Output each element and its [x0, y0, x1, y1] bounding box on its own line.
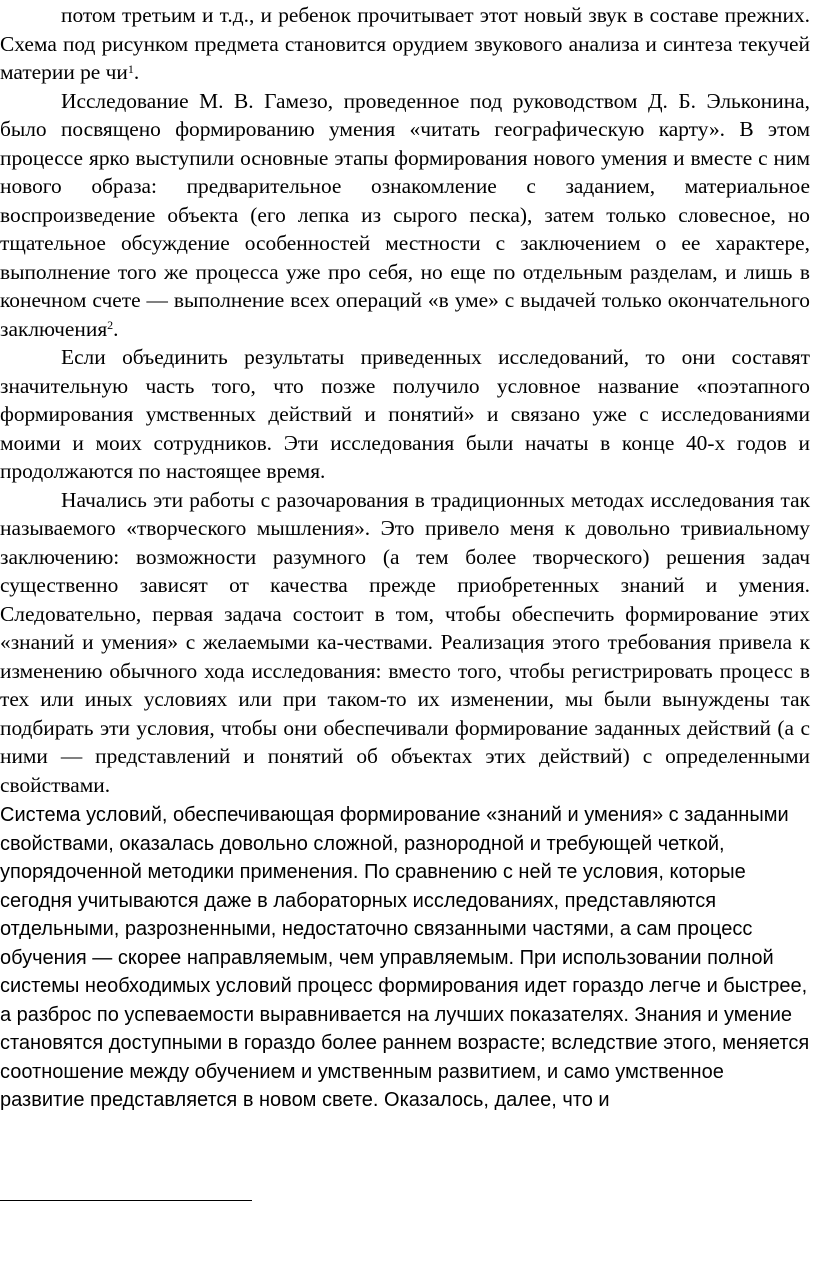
- paragraph-5-text: Система условий, обеспечивающая формирование «знаний и умения» с заданными свойствами, оказалась довольно сложной, разнородной и требующей четкой, упорядоченной методики применения. По сравнению с ней те условия, которые сегодня учитываются даже в лабораторных исследованиях, представляются отдельными, разрозненными, недостаточно связанными частями, а сам процесс обучения — скорее направляемым, чем управляемым. При использовании полной системы необходимых условий процесс формирования идет гораздо легче и быстрее, а разброс по успеваемости выравнивается на лучших показателях. Знания и умение становятся доступными в гораздо более раннем возрасте; вследствие этого, меняется соотношение между обучением и умственным развитием, и само умственное развитие представляется в новом свете. Оказалось, далее, что и: [0, 804, 810, 1111]
- paragraph-5: [0, 801, 816, 1115]
- paragraph-3-text: Если объединить результаты приведенных исследований, то они составят значительную часть того, что позже получило условное название «поэтапного формирования умственных действий и понятий» и связано уже с исследованиями моими и моих сотрудников. Эти исследования были начаты в конце 40-х годов и продолжаются по настоящее время.: [0, 345, 810, 483]
- footnote-separator: [0, 1200, 252, 1201]
- paragraph-1: [0, 0, 816, 87]
- paragraph-1-tail: .: [133, 60, 140, 84]
- paragraph-2-text: Исследование М. В. Гамезо, проведенное под руководством Д. Б. Эльконина, было посвящено формированию умения «читать географическую карту». В этом процессе ярко выступили основные этапы формирования нового умения и вместе с ним нового образа: предварительное ознакомление с заданием, материальное воспроизведение объекта (его лепка из сырого песка), затем только словесное, но тщательное обсуждение особенностей местности с заключением о ее характере, выполнение того же процесса уже про себя, но еще по отдельным разделам, и лишь в конечном счете — выполнение всех операций «в уме» с выдачей только окончательного заключения: [0, 88, 810, 341]
- paragraph-4: [0, 486, 816, 800]
- footnote-marker-2[interactable]: 2: [107, 318, 114, 333]
- footnote-marker-1[interactable]: 1: [127, 61, 134, 76]
- paragraph-3: [0, 343, 816, 486]
- paragraph-2-tail: .: [113, 316, 119, 341]
- paragraph-1-text: потом третьим и т.д., и ребенок прочитывает этот новый звук в составе прежних. Схема под рисунком предмета становится орудием звукового анализа и синтеза текучей материи ре чи: [0, 3, 810, 84]
- paragraph-4-text: Начались эти работы с разочарования в традиционных методах исследования так называемого «творческого мышления». Это привело меня к довольно тривиальному заключению: возможности разумного (а тем более творческого) решения задач существенно зависят от качества прежде приобретенных знаний и умения. Следовательно, первая задача состоит в том, чтобы обеспечить формирование этих «знаний и умения» с желаемыми ка-чествами. Реализация этого требования привела к изменению обычного хода исследования: вместо того, чтобы регистрировать процесс в тех или иных условиях или при таком-то их изменении, мы были вынуждены так подбирать эти условия, чтобы они обеспечивали формирование заданных действий (а с ними — представлений и понятий об объектах этих действий) с определенными свойствами.: [0, 487, 810, 797]
- paragraph-2: [0, 87, 816, 344]
